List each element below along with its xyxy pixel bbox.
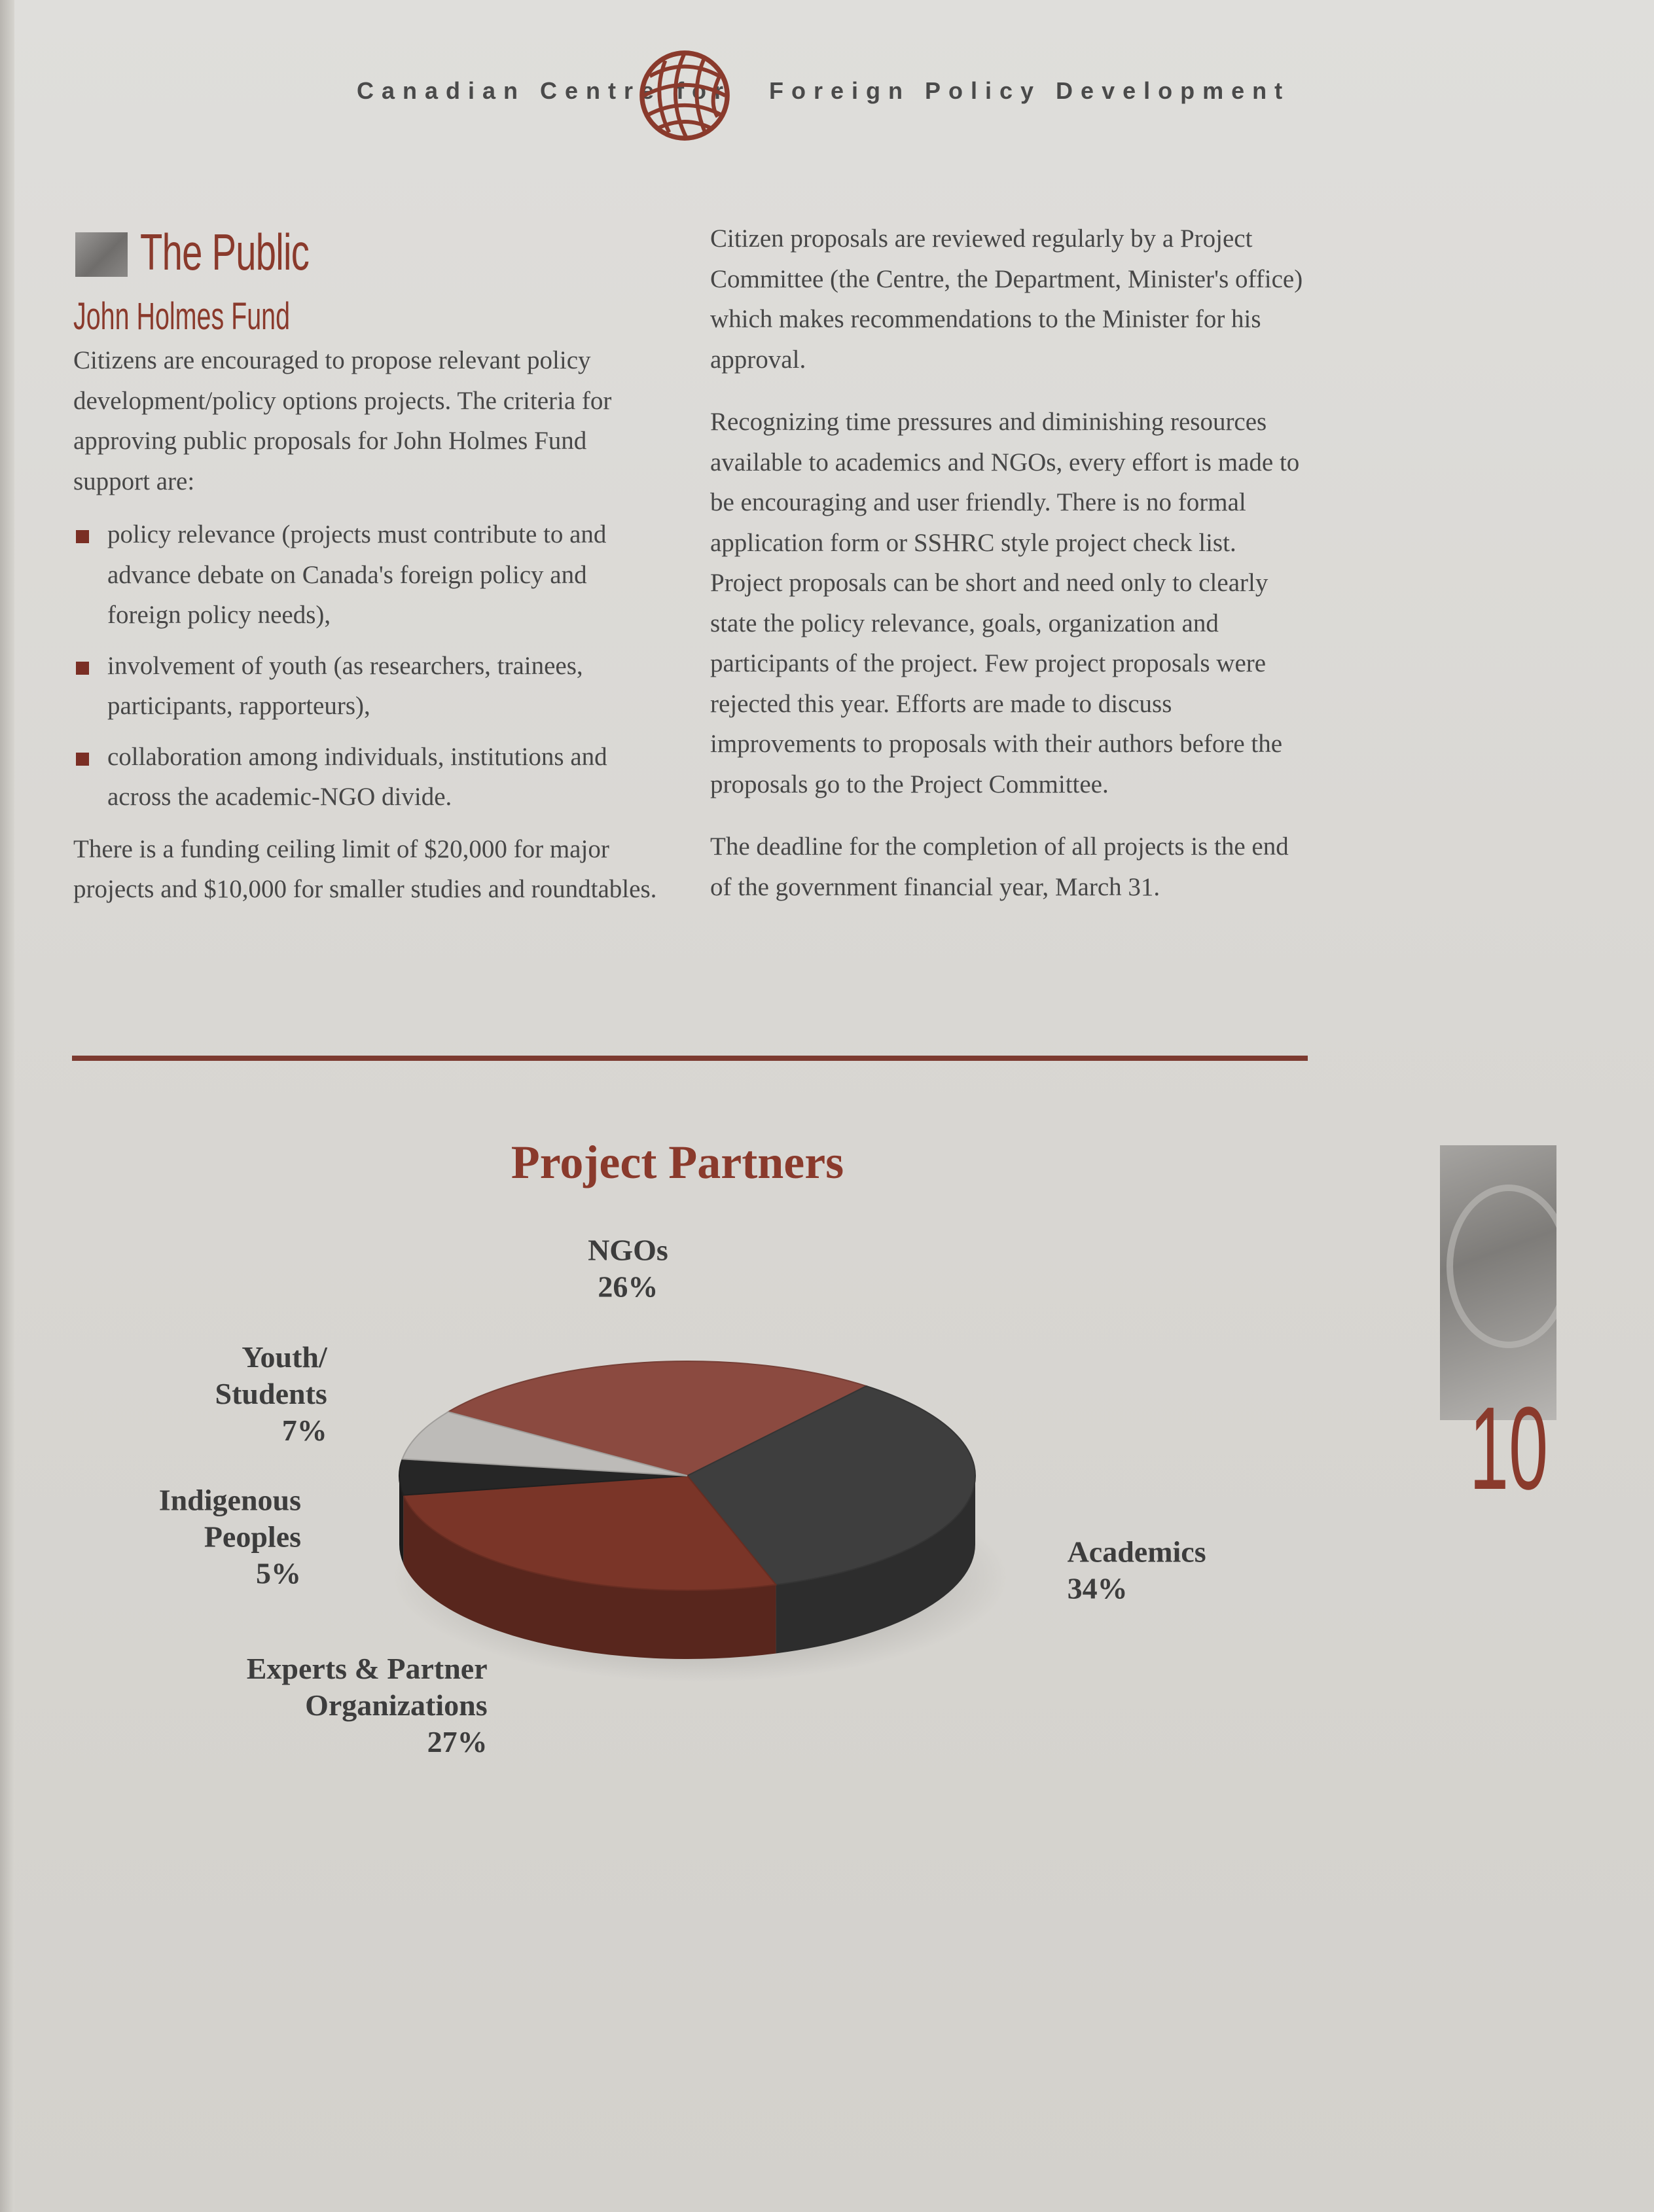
criteria-item: collaboration among individuals, institutions and across the academic-NGO divide. <box>73 737 662 817</box>
pie-slice-label <box>1068 1535 1206 1605</box>
resources-paragraph: Recognizing time pressures and diminishing resources available to academics and NGOs, every effort is made to be encouraging and user friendly. There is no formal application form or SSHRC style project check list. Project proposals can be short and need only to clearly state the policy relevance, goals, organization and participants of the project. Few project proposals were rejected this year. Efforts are made to discuss improvements to proposals with their authors before the proposals go to the Project Committee. <box>710 408 1300 798</box>
deadline-paragraph: The deadline for the completion of all projects is the end of the government financial year, March 31. <box>710 832 1289 901</box>
pie-slice-value: 34% <box>1067 1571 1128 1605</box>
pie-slice-label <box>588 1234 668 1304</box>
pie-slice-name: Peoples <box>204 1520 302 1554</box>
pie-slice-value: 7% <box>281 1413 327 1447</box>
section-subtitle: John Holmes Fund <box>73 295 291 338</box>
pie-slice-name: Indigenous <box>158 1483 302 1517</box>
pie-slice-name: Academics <box>1067 1535 1206 1569</box>
pie-slice-label <box>247 1652 488 1758</box>
pie-slice-name: Organizations <box>305 1688 488 1722</box>
header-org-name-right: Foreign Policy Development <box>769 77 1291 104</box>
pie-slice-name: Experts & Partner <box>246 1651 488 1685</box>
criteria-item: involvement of youth (as researchers, trainees, participants, rapporteurs), <box>73 646 662 726</box>
funding-paragraph: There is a funding ceiling limit of $20,000 for major projects and $10,000 for smaller studies and roundtables. <box>73 834 657 903</box>
page-number: 10 <box>1469 1383 1549 1514</box>
review-paragraph: Citizen proposals are reviewed regularly by a Project Committee (the Centre, the Department, Minister's office) which makes recommendations to the Minister for his approval. <box>710 224 1303 374</box>
pie-slice-value: 5% <box>256 1556 302 1590</box>
pie-slice-label <box>215 1340 329 1447</box>
pie-slice-value: 27% <box>427 1724 488 1758</box>
pie-slice-name: Youth/ <box>242 1340 327 1374</box>
intro-paragraph: Citizens are encouraged to propose relevant policy development/policy options projects. The criteria for approving public proposals for John Holmes Fund support are: <box>73 346 612 495</box>
pie-slice-name: Students <box>215 1376 327 1410</box>
pie-slices-group <box>399 1361 975 1659</box>
section-title: The Public <box>140 223 310 281</box>
header-org-name-left: Canadian Centre for <box>357 77 732 104</box>
page-tab-image <box>1440 1145 1556 1420</box>
chart-title: Project Partners <box>511 1136 844 1188</box>
pie-slice-value: 26% <box>598 1270 658 1304</box>
pie-slice-label <box>159 1483 301 1590</box>
criteria-item: policy relevance (projects must contribute to and advance debate on Canada's foreign policy and foreign policy needs), <box>73 514 662 635</box>
pie-slice-name: NGOs <box>588 1233 668 1267</box>
